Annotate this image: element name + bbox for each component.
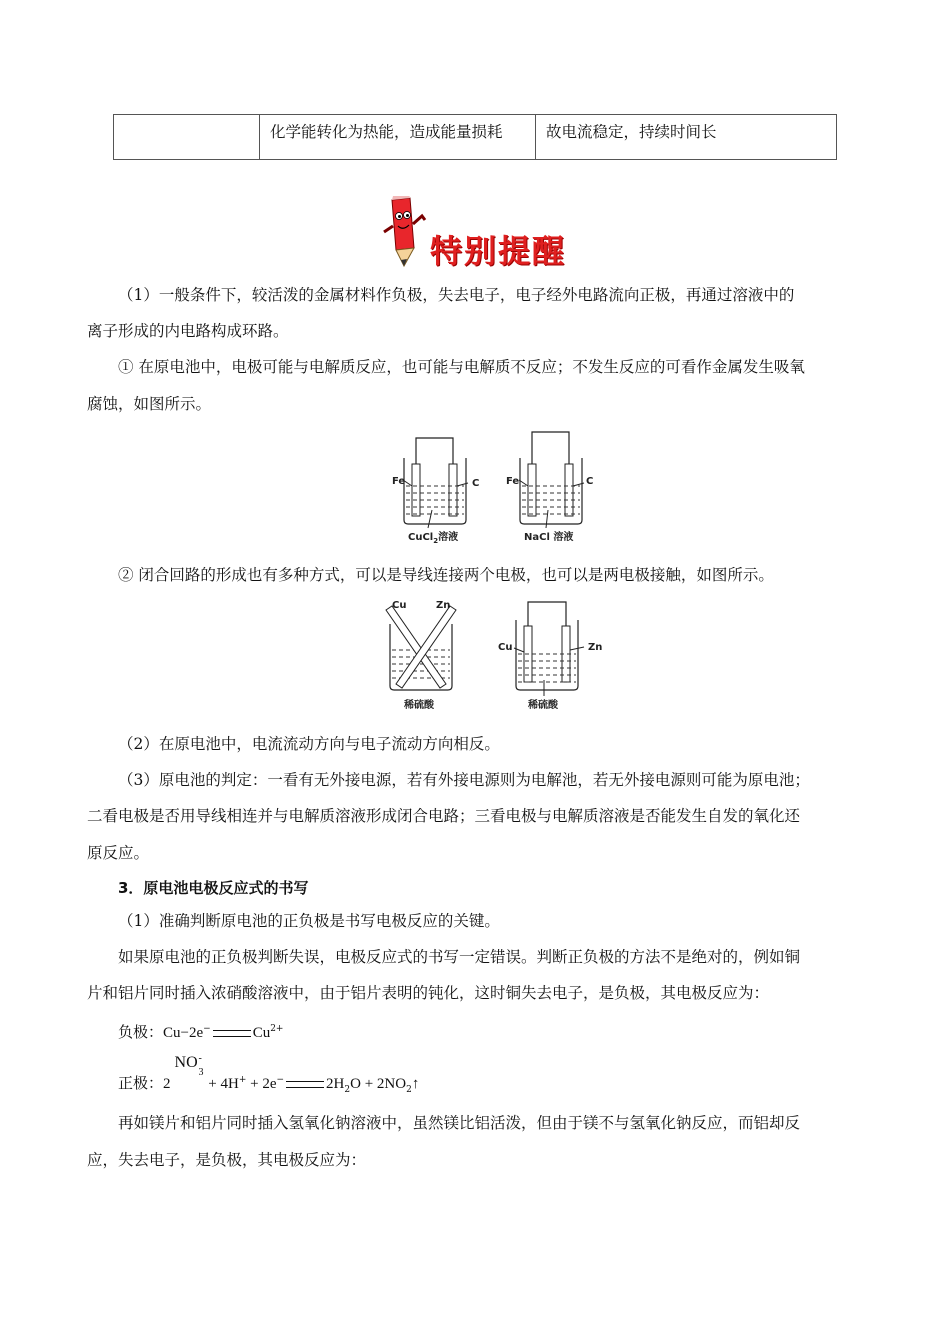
nitrate-ion: NO - 3	[174, 1053, 204, 1078]
fig3-solution-label: 稀硫酸	[404, 700, 434, 711]
pos-product-1-sub: 2	[344, 1085, 351, 1095]
fig2-left-label: Fe	[506, 476, 520, 487]
fig4-right-label: Zn	[588, 642, 603, 653]
pencil-mascot-icon	[380, 196, 428, 270]
neg-rhs-sup: 2+	[270, 1024, 284, 1034]
paragraph-5-line-3: 原反应。	[87, 844, 150, 862]
figure-cu-zn-wired	[494, 596, 610, 714]
positive-electrode-equation	[118, 1053, 420, 1101]
paragraph-6: （1）准确判断原电池的正负极是书写电极反应的关键。	[118, 912, 500, 930]
paragraph-8-line-2: 应，失去电子，是负极，其电极反应为：	[87, 1151, 367, 1169]
figure-fe-c-nacl	[502, 428, 612, 548]
paragraph-7-line-1: 如果原电池的正负极判断失误，电极反应式的书写一定错误。判断正负极的方法不是绝对的，例如铜	[118, 948, 801, 966]
fig3-left-label: Cu	[392, 600, 407, 611]
neg-label: 负极：	[118, 1023, 164, 1041]
paragraph-2-line-1: ① 在原电池中，电极可能与电解质反应，也可能与电解质不反应；不发生反应的可看作金属发生吸氧	[118, 358, 805, 376]
fig2-solution-label: NaCl 溶液	[524, 532, 574, 543]
pos-term-2-sup: −	[276, 1075, 285, 1085]
paragraph-1-line-1: （1）一般条件下，较活泼的金属材料作负极，失去电子，电子经外电路流向正极，再通过溶液中的	[118, 286, 795, 304]
negative-electrode-equation	[118, 1018, 283, 1044]
figure-cu-zn-touching	[370, 596, 480, 714]
fig3-right-label: Zn	[436, 600, 451, 611]
fig1-right-label: C	[472, 478, 480, 489]
section-heading-3: 3．原电池电极反应式的书写	[118, 879, 309, 897]
pos-product-2: O + 2NO	[350, 1076, 407, 1092]
paragraph-8-line-1: 再如镁片和铝片同时插入氢氧化钠溶液中，虽然镁比铝活泼，但由于镁不与氢氧化钠反应，而铝却反	[118, 1114, 801, 1132]
paragraph-7-line-2: 片和铝片同时插入浓硝酸溶液中，由于铝片表明的钝化，这时铜失去电子，是负极，其电极反应为：	[87, 984, 770, 1002]
pos-term-1-sup: +	[238, 1075, 247, 1085]
banner-title: 特别提醒	[430, 232, 567, 270]
pos-coef: 2	[163, 1076, 171, 1092]
gas-arrow-icon: ↑	[411, 1076, 420, 1092]
paragraph-3: ② 闭合回路的形成也有多种方式，可以是导线连接两个电极，也可以是两电极接触，如图所示。	[118, 566, 774, 584]
special-reminder-banner	[380, 196, 580, 270]
paragraph-2-line-2: 腐蚀，如图所示。	[87, 395, 212, 413]
table-cell-advantage: 故电流稳定，持续时间长	[536, 115, 837, 160]
fig4-solution-label: 稀硫酸	[528, 700, 558, 711]
pos-product-2-sub: 2	[406, 1085, 412, 1095]
neg-lhs-sup: −	[203, 1024, 211, 1034]
neg-rhs: Cu	[252, 1025, 271, 1041]
fig1-solution-label: CuCl$_2$溶液	[408, 532, 459, 545]
neg-lhs: Cu−2e	[163, 1025, 204, 1041]
figure-fe-c-cucl2	[386, 428, 496, 548]
paragraph-1-line-2: 离子形成的内电路构成环路。	[87, 322, 289, 340]
pos-product-1: 2H	[326, 1076, 345, 1092]
table-row	[114, 115, 837, 160]
equals-double-line-icon	[213, 1030, 251, 1037]
pos-term-1: + 4H	[204, 1076, 239, 1092]
pos-label: 正极：	[118, 1074, 164, 1092]
comparison-table	[113, 114, 837, 160]
fig2-right-label: C	[586, 476, 594, 487]
table-cell-disadvantage: 化学能转化为热能，造成能量损耗	[260, 115, 536, 160]
equals-double-line-icon	[286, 1081, 324, 1088]
paragraph-5-line-2: 二看电极是否用导线相连并与电解质溶液形成闭合电路；三看电极与电解质溶液是否能发生自发的氧化还	[87, 807, 801, 825]
table-cell-empty	[114, 115, 260, 160]
fig1-left-label: Fe	[392, 476, 406, 487]
pos-term-2: + 2e	[246, 1076, 277, 1092]
paragraph-4: （2）在原电池中，电流流动方向与电子流动方向相反。	[118, 735, 500, 753]
paragraph-5-line-1: （3）原电池的判定：一看有无外接电源，若有外接电源则为电解池，若无外接电源则可能为原电池；	[118, 771, 810, 789]
fig4-left-label: Cu	[498, 642, 513, 653]
